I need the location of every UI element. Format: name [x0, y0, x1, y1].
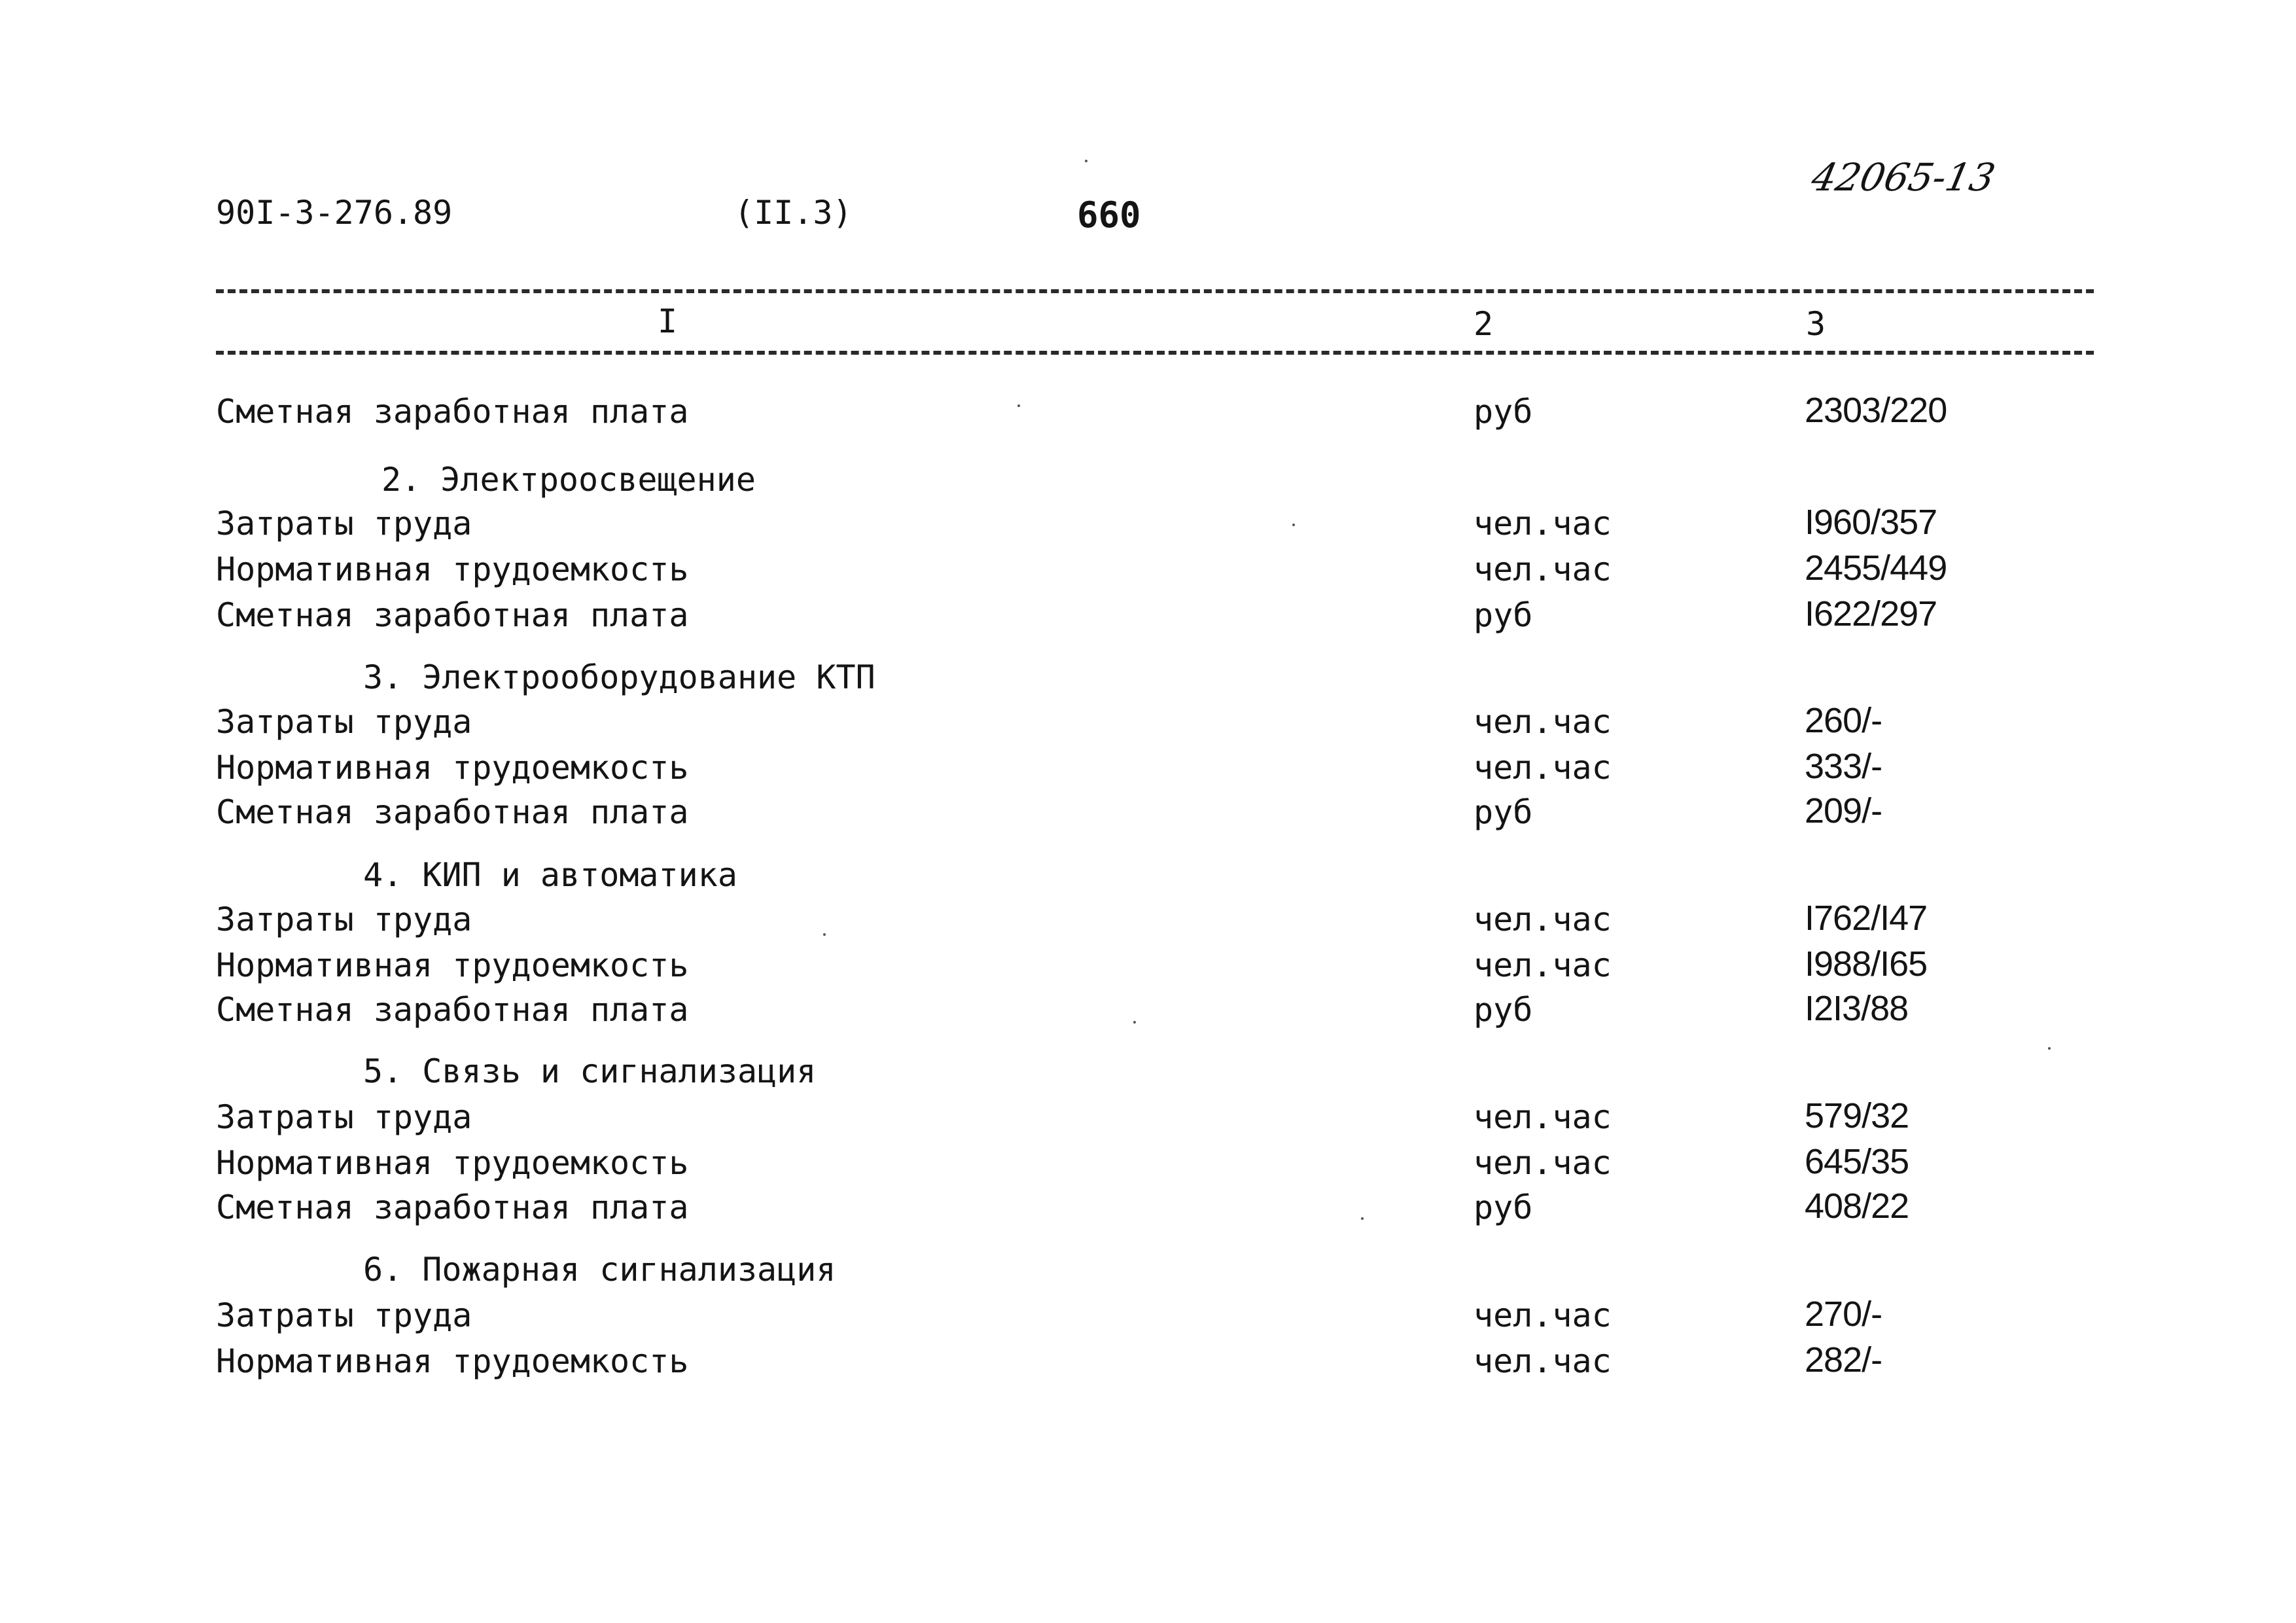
row-value: 260/-	[1805, 701, 1882, 740]
row-label: Затраты труда	[216, 901, 472, 938]
row-value: I960/357	[1805, 503, 1937, 542]
row-label: Затраты труда	[216, 505, 472, 543]
row-label: Затраты труда	[216, 703, 472, 741]
row-label: Сметная заработная плата	[216, 393, 689, 431]
row-unit: чел.час	[1474, 946, 1612, 984]
row-unit: чел.час	[1474, 901, 1612, 938]
section-reference: (II.3)	[734, 194, 853, 232]
row-unit: чел.час	[1474, 749, 1612, 787]
row-value: 209/-	[1805, 791, 1882, 830]
row-label: Затраты труда	[216, 1098, 472, 1136]
row-label: Нормативная трудоемкость	[216, 946, 689, 984]
row-unit: чел.час	[1474, 550, 1612, 588]
row-label: Сметная заработная плата	[216, 1188, 689, 1226]
scan-speck	[1133, 1021, 1136, 1024]
row-label: Сметная заработная плата	[216, 991, 689, 1029]
row-label: Нормативная трудоемкость	[216, 1144, 689, 1182]
row-label: Затраты труда	[216, 1296, 472, 1334]
row-value: I762/I47	[1805, 899, 1928, 938]
row-unit: чел.час	[1474, 505, 1612, 543]
row-value: 282/-	[1805, 1340, 1882, 1380]
scan-speck	[823, 933, 826, 936]
row-value: 270/-	[1805, 1294, 1882, 1334]
scan-speck	[2048, 1047, 2051, 1050]
section-heading: 2. Электроосвещение	[381, 461, 756, 499]
row-unit: чел.час	[1474, 1342, 1612, 1380]
row-unit: руб	[1474, 596, 1533, 634]
column-header-3: 3	[1806, 305, 1826, 343]
row-unit: руб	[1474, 793, 1533, 831]
section-heading: 6. Пожарная сигнализация	[363, 1251, 836, 1289]
section-heading: 5. Связь и сигнализация	[363, 1052, 817, 1090]
table-top-rule	[216, 289, 2094, 293]
row-value: 2303/220	[1805, 391, 1947, 430]
row-value: I622/297	[1805, 594, 1937, 633]
row-unit: чел.час	[1474, 1144, 1612, 1182]
document-code: 90I-3-276.89	[216, 194, 453, 232]
row-label: Нормативная трудоемкость	[216, 550, 689, 588]
row-label: Сметная заработная плата	[216, 793, 689, 831]
row-label: Нормативная трудоемкость	[216, 749, 689, 787]
row-unit: руб	[1474, 393, 1533, 431]
row-unit: чел.час	[1474, 703, 1612, 741]
row-unit: руб	[1474, 991, 1533, 1029]
scan-speck	[1017, 404, 1020, 407]
section-heading: 4. КИП и автоматика	[363, 856, 737, 894]
row-unit: руб	[1474, 1188, 1533, 1226]
column-header-1: I	[658, 302, 678, 340]
row-unit: чел.час	[1474, 1296, 1612, 1334]
row-value: 408/22	[1805, 1186, 1909, 1226]
row-unit: чел.час	[1474, 1098, 1612, 1136]
page-number: 660	[1077, 194, 1141, 236]
row-label: Сметная заработная плата	[216, 596, 689, 634]
row-value: 333/-	[1805, 747, 1882, 786]
section-heading: 3. Электрооборудование КТП	[363, 658, 875, 696]
row-value: 579/32	[1805, 1096, 1909, 1135]
row-value: 2455/449	[1805, 548, 1947, 588]
row-value: 645/35	[1805, 1142, 1909, 1181]
scan-speck	[1361, 1217, 1364, 1220]
table-header-rule	[216, 351, 2094, 355]
scan-speck	[1292, 524, 1295, 526]
row-value: I2I3/88	[1805, 989, 1909, 1028]
scan-speck	[1085, 160, 1087, 162]
handwritten-archive-number: 42065-13	[1807, 155, 2000, 200]
row-label: Нормативная трудоемкость	[216, 1342, 689, 1380]
row-value: I988/I65	[1805, 944, 1928, 984]
column-header-2: 2	[1474, 305, 1494, 343]
